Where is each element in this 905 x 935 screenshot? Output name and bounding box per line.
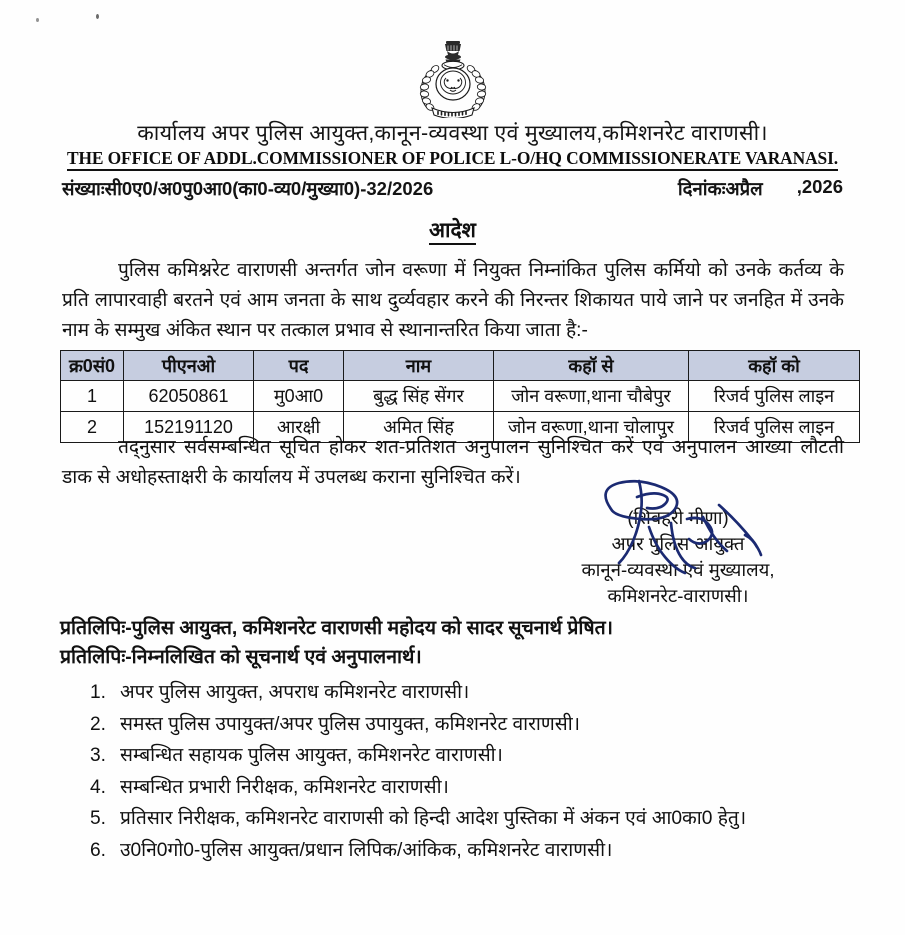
cell-pno: 62050861: [124, 381, 254, 412]
scan-speckle: [36, 18, 39, 22]
copies-section: [60, 614, 850, 866]
cell-rank: मु0आ0: [254, 381, 344, 412]
list-item-text: अपर पुलिस आयुक्त, अपराध कमिशनरेट वाराणसी।: [120, 682, 470, 703]
cell-name: अमित सिंह: [344, 412, 494, 443]
cell-to: रिजर्व पुलिस लाइन: [689, 381, 860, 412]
list-item-text: प्रतिसार निरीक्षक, कमिशनरेट वाराणसी को हिन्दी आदेश पुस्तिका में अंकन एवं आ0का0 हेतु।: [120, 808, 747, 829]
list-item: [60, 772, 850, 804]
cell-from: जोन वरूणा,थाना चौबेपुर: [494, 381, 689, 412]
order-heading: [0, 216, 905, 244]
list-item-number: 3.: [90, 745, 107, 766]
copy-line-one: प्रतिलिपिः-पुलिस आयुक्त, कमिशनरेट वाराणसी महोदय को सादर सूचनार्थ प्रेषित।: [60, 617, 614, 639]
table-header-name: नाम: [344, 351, 494, 381]
list-item: [60, 803, 850, 835]
cell-from: जोन वरूणा,थाना चोलापुर: [494, 412, 689, 443]
date-year: ,2026: [796, 176, 843, 197]
scan-speckle: [96, 14, 99, 19]
up-police-emblem: [410, 38, 496, 118]
list-item: [60, 677, 850, 709]
office-title-hindi: कार्यालय अपर पुलिस आयुक्त,कानून-व्यवस्था एवं मुख्यालय,कमिशनरेट वाराणसी।: [137, 121, 768, 145]
office-title-english-text: THE OFFICE OF ADDL.COMMISSIONER OF POLICE L-O/HQ COMMISSIONERATE VARANASI.: [67, 148, 838, 171]
list-item-number: 6.: [90, 839, 107, 861]
list-item-text: समस्त पुलिस उपायुक्त/अपर पुलिस उपायुक्त, कमिशनरेट वाराणसी।: [120, 713, 580, 735]
list-item: [60, 740, 850, 772]
cell-serial: 1: [61, 381, 124, 412]
emblem-container: [0, 38, 905, 118]
order-heading-text: आदेश: [429, 219, 476, 245]
list-item-number: 5.: [90, 808, 107, 829]
compliance-paragraph: तद्नुसार सर्वसम्बन्धित सूचित होकर शत-प्रतिशत अनुपालन सुनिश्चित करें एवं अनुपालन आख्या लौटती डाक से अधोहस्ताक्षरी के कार्यालय में उपलब्ध कराना सुनिश्चित करें।: [62, 437, 844, 488]
cell-rank: आरक्षी: [254, 412, 344, 443]
table-row: [61, 381, 860, 412]
table-header-rank: पद: [254, 351, 344, 381]
reference-number: संख्याःसी0ए0/अ0पु0आ0(का0-व्य0/मुख्या0)-32/2026: [62, 178, 434, 199]
list-item-number: 4.: [90, 776, 107, 798]
date-label: दिनांकःअप्रैल: [677, 178, 763, 199]
table-header-pno: पीएनओ: [124, 351, 254, 381]
list-item-text: उ0नि0गो0-पुलिस आयुक्त/प्रधान लिपिक/आंकिक, कमिशनरेट वाराणसी।: [120, 839, 613, 861]
list-item: [60, 835, 850, 867]
table-header-serial: क्र0सं0: [61, 351, 124, 381]
list-item-text: सम्बन्धित प्रभारी निरीक्षक, कमिशनरेट वाराणसी।: [120, 776, 449, 798]
table-header-row: [61, 351, 860, 381]
list-item-text: सम्बन्धित सहायक पुलिस आयुक्त, कमिशनरेट वाराणसी।: [120, 745, 503, 766]
signatory-location: कमिशनरेट-वाराणसी।: [607, 585, 749, 606]
table-header-from: कहॉ से: [494, 351, 689, 381]
cell-name: बुद्ध सिंह सेंगर: [344, 381, 494, 412]
order-body-paragraph: पुलिस कमिश्नरेट वाराणसी अन्तर्गत जोन वरूणा में नियुक्त निम्नांकित पुलिस कर्मियो को उनके कर्तव्य के प्रति लापारवाही बरतने एवं आम जनता के साथ दुर्व्यवहार करने की निरन्तर शिकायत पाये जाने पर जनहित में उनके नाम के सम्मुख अंकित स्थान पर तत्काल प्रभाव से स्थानान्तरित किया जाता है:-: [62, 260, 844, 341]
copy-line-two: प्रतिलिपिः-निम्नलिखित को सूचनार्थ एवं अनुपालनार्थ।: [60, 646, 422, 668]
signature-block: [513, 505, 843, 609]
table-header-to: कहॉ को: [689, 351, 860, 381]
copy-recipient-list: [60, 677, 850, 866]
transfer-table: [60, 350, 860, 443]
signatory-name: (शिवहरी मीणा): [627, 507, 729, 528]
reference-line: [62, 176, 843, 201]
list-item-number: 1.: [90, 682, 107, 703]
list-item-number: 2.: [90, 713, 107, 735]
cell-to: रिजर्व पुलिस लाइन: [689, 412, 860, 443]
office-title-english: [0, 148, 905, 169]
signatory-designation: अपर पुलिस आयुक्त: [611, 533, 745, 554]
cell-serial: 2: [61, 412, 124, 443]
list-item: [60, 709, 850, 741]
cell-pno: 152191120: [124, 412, 254, 443]
date-block: [678, 176, 843, 201]
signatory-department: कानून-व्यवस्था एवं मुख्यालय,: [581, 559, 775, 580]
